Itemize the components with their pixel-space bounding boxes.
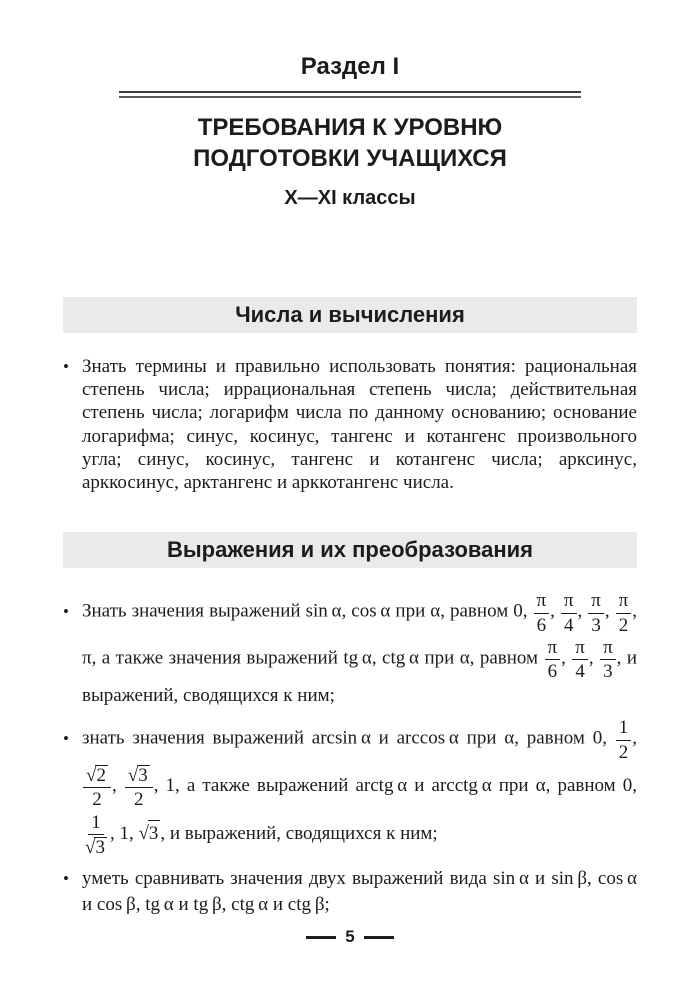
fraction-numerator bbox=[125, 764, 153, 788]
radical-sign-icon: √ bbox=[138, 822, 148, 844]
bullet-marker: • bbox=[63, 357, 69, 376]
fraction-numerator: π bbox=[545, 637, 561, 660]
page-footer bbox=[63, 928, 637, 946]
footer-dash-left bbox=[306, 936, 336, 938]
text-run: , bbox=[632, 727, 637, 749]
fraction bbox=[83, 764, 111, 810]
sqrt-expression bbox=[86, 765, 108, 785]
radicand: 2 bbox=[96, 764, 106, 786]
sqrt-expression bbox=[128, 765, 150, 785]
text-run: , и выражений, сводящихся к ним; bbox=[82, 647, 638, 706]
radical-sign-icon: √ bbox=[127, 764, 138, 786]
text-run: , π, а также значения выражений tg α, ctg α при α, равном bbox=[82, 600, 638, 669]
fraction-numerator: π bbox=[616, 590, 632, 613]
list-item bbox=[63, 589, 637, 708]
fraction-denominator: 6 bbox=[536, 614, 547, 636]
fraction-denominator: 2 bbox=[92, 789, 102, 811]
page-subtitle: X—XI классы bbox=[284, 187, 416, 209]
fraction-numerator: π bbox=[572, 637, 588, 660]
text-run: , и выражений, сводящихся к ним; bbox=[160, 822, 438, 844]
radicand: 3 bbox=[138, 764, 148, 786]
fraction-denominator: 3 bbox=[591, 614, 601, 636]
bullet-marker: • bbox=[63, 728, 69, 748]
fraction-numerator: π bbox=[600, 637, 616, 660]
sqrt-expression bbox=[138, 820, 160, 847]
section-kicker: Раздел I bbox=[300, 53, 400, 80]
fraction-numerator: π bbox=[534, 590, 550, 613]
fraction bbox=[588, 590, 604, 635]
footer-dash-right bbox=[364, 936, 394, 938]
section-heading: Числа и вычисления bbox=[63, 297, 637, 333]
list-item bbox=[63, 716, 637, 858]
text-run: , bbox=[550, 600, 560, 622]
bullet-marker: • bbox=[63, 869, 69, 889]
fraction bbox=[616, 717, 632, 762]
fraction bbox=[600, 637, 616, 682]
bullet-list bbox=[63, 355, 637, 494]
radicand: 3 bbox=[148, 820, 161, 847]
list-item bbox=[63, 355, 637, 494]
section-expressions-and-transformations bbox=[63, 532, 637, 917]
page-title-line-1: ТРЕБОВАНИЯ К УРОВНЮ bbox=[197, 114, 503, 141]
text-run: Знать термины и правильно использовать понятия: рациональная степень числа; иррациональная степень числа; действительная степень числа; логарифм числа по данному основанию; основание логарифма; синус, косинус, тангенс и котангенс произвольного угла; синус, косинус, тангенс и котангенс числа; арксинус, арккосинус, арктангенс и арккотангенс числа. bbox=[82, 356, 637, 494]
text-run: , 1, а также выражений arctg α и arcctg α при α, равном 0, bbox=[153, 775, 638, 797]
text-run: , bbox=[561, 647, 572, 669]
radicand: 3 bbox=[95, 837, 105, 859]
fraction-numerator: π bbox=[561, 590, 577, 613]
radical-sign-icon: √ bbox=[85, 837, 95, 859]
section-heading: Выражения и их преобразования bbox=[63, 532, 637, 568]
fraction-numerator: 1 bbox=[616, 717, 632, 740]
fraction-denominator: 4 bbox=[563, 614, 574, 636]
fraction bbox=[83, 812, 109, 858]
fraction-denominator: 4 bbox=[575, 661, 585, 683]
section-numbers-and-calculations bbox=[63, 297, 637, 494]
fraction-denominator: 2 bbox=[618, 614, 629, 636]
fraction-numerator: 1 bbox=[88, 812, 104, 835]
bullet-list bbox=[63, 589, 637, 917]
text-run: знать значения выражений arcsin α и arccos α при α, равном 0, bbox=[82, 727, 615, 749]
page-number: 5 bbox=[345, 927, 355, 947]
fraction-denominator: 2 bbox=[133, 789, 144, 811]
list-item bbox=[63, 866, 637, 917]
fraction bbox=[125, 764, 153, 810]
bullet-marker: • bbox=[63, 601, 69, 621]
page-title bbox=[63, 112, 637, 174]
fraction bbox=[534, 590, 550, 635]
fraction bbox=[545, 637, 561, 682]
fraction-numerator: π bbox=[588, 590, 604, 613]
text-run: уметь сравнивать значения двух выражений вида sin α и sin β, cos α и cos β, tg α и tg β, ctg α и ctg β; bbox=[82, 868, 637, 915]
fraction-denominator: 3 bbox=[603, 661, 613, 683]
text-run: , bbox=[577, 600, 588, 622]
fraction-denominator: 2 bbox=[618, 741, 629, 763]
text-run: , bbox=[588, 647, 600, 669]
fraction-denominator: 6 bbox=[547, 661, 558, 683]
fraction bbox=[616, 590, 632, 635]
fraction bbox=[572, 637, 588, 682]
text-run: Знать значения выражений sin α, cos α при α, равном 0, bbox=[82, 600, 533, 622]
text-run: , 1, bbox=[109, 822, 139, 844]
fraction-numerator bbox=[83, 764, 111, 788]
page-title-line-2: ПОДГОТОВКИ УЧАЩИХСЯ bbox=[193, 145, 507, 172]
text-run: , bbox=[111, 775, 124, 797]
double-rule-divider bbox=[119, 91, 581, 98]
fraction bbox=[561, 590, 577, 635]
sqrt-expression bbox=[85, 837, 107, 857]
text-run: , bbox=[604, 600, 615, 622]
fraction-denominator bbox=[83, 835, 109, 857]
radical-sign-icon: √ bbox=[86, 764, 96, 786]
